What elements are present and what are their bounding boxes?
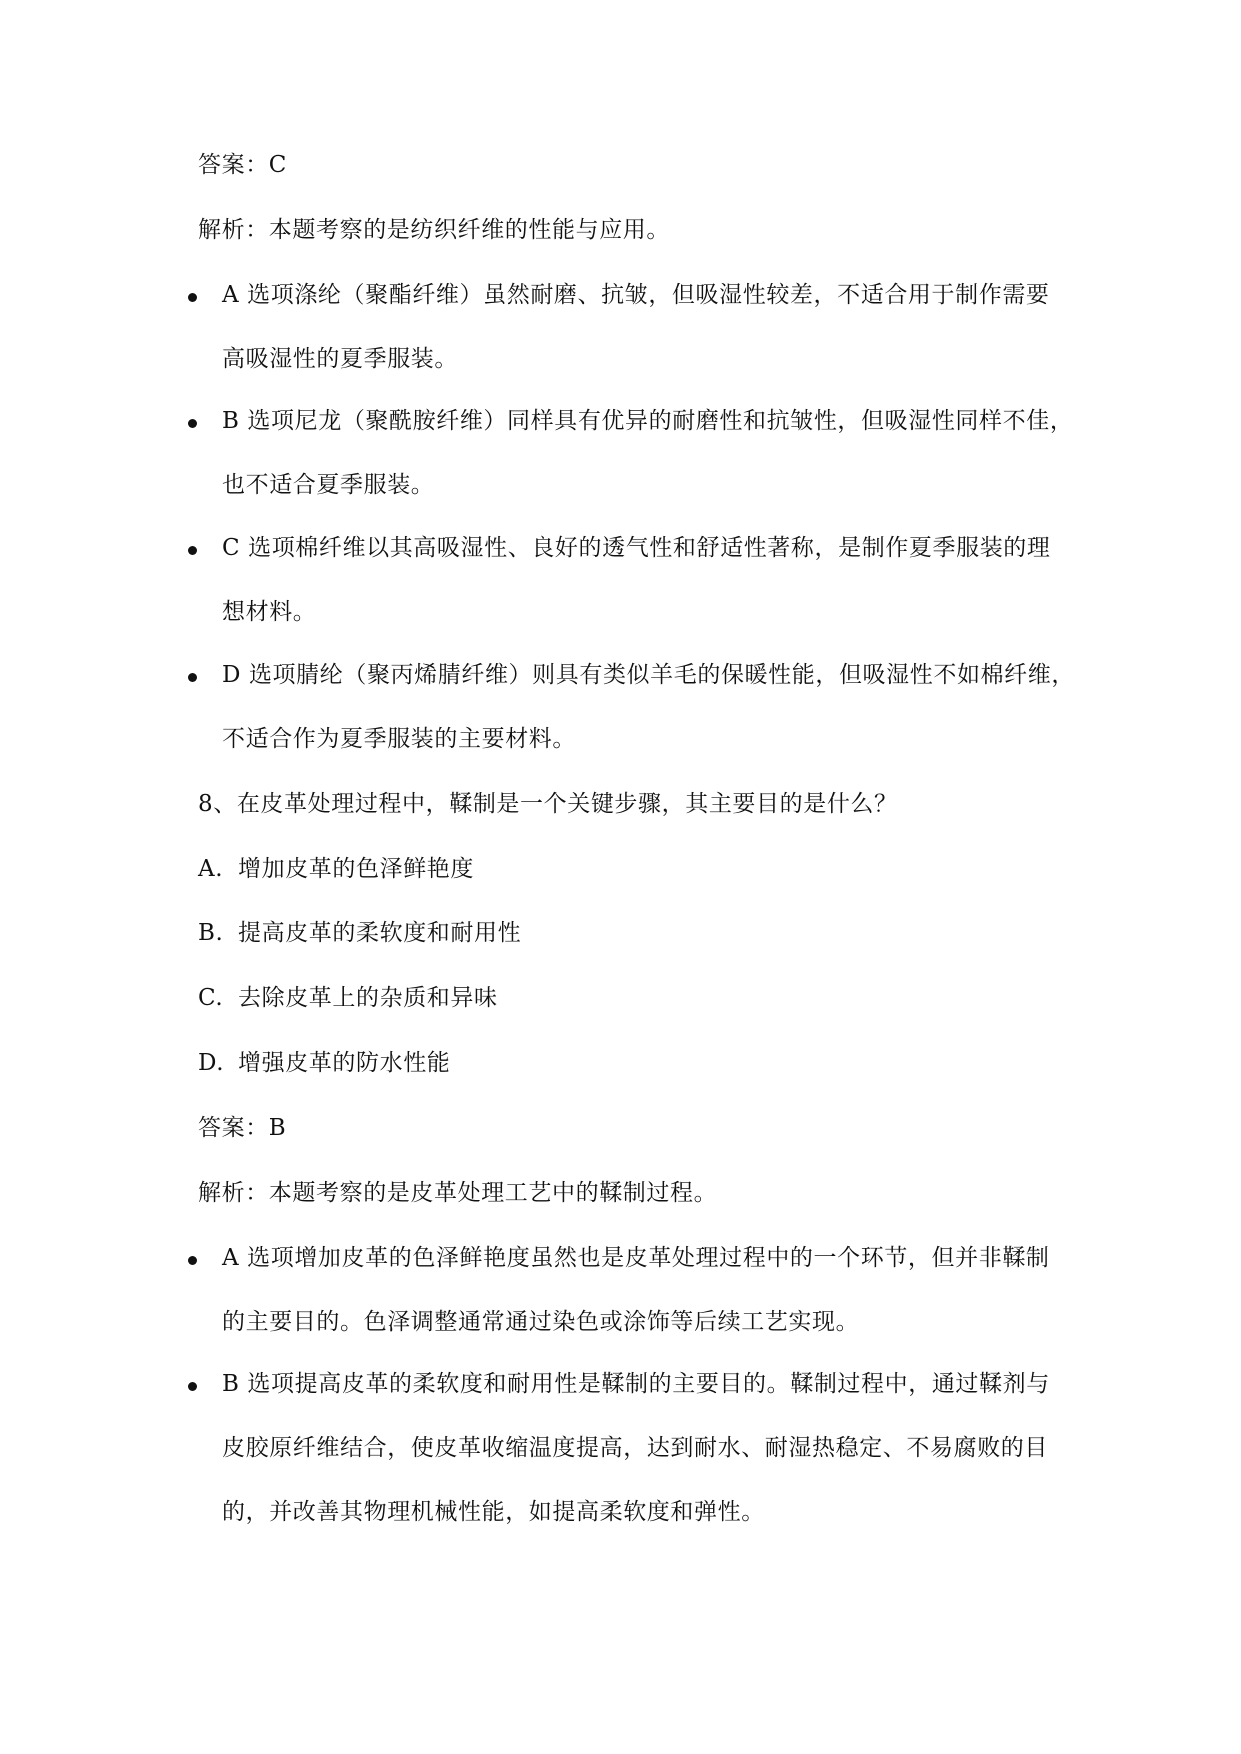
q8-answer: 答案：B <box>198 1115 287 1141</box>
q8-question: 8、在皮革处理过程中，鞣制是一个关键步骤，其主要目的是什么？ <box>198 791 898 817</box>
q8-option-c <box>198 983 498 1013</box>
option-letter: A. <box>198 856 224 882</box>
bullet-dot <box>188 1256 197 1265</box>
option-letter: B. <box>198 920 224 946</box>
q7-bullet-c-line1: C 选项棉纤维以其高吸湿性、良好的透气性和舒适性著称，是制作夏季服装的理 <box>222 535 1051 561</box>
option-text: 去除皮革上的杂质和异味 <box>238 985 498 1011</box>
q8-bullet-b-line3: 的，并改善其物理机械性能，如提高柔软度和弹性。 <box>222 1499 765 1525</box>
bullet-dot <box>188 419 197 428</box>
q8-option-a <box>198 854 474 884</box>
option-letter: D. <box>198 1050 225 1076</box>
q7-bullet-d-line1: D 选项腈纶（聚丙烯腈纤维）则具有类似羊毛的保暖性能，但吸湿性不如棉纤维， <box>222 662 1075 688</box>
bullet-dot <box>188 546 197 555</box>
q7-analysis: 解析：本题考察的是纺织纤维的性能与应用。 <box>198 217 670 243</box>
q8-option-d <box>198 1048 450 1078</box>
q8-bullet-b-line1: B 选项提高皮革的柔软度和耐用性是鞣制的主要目的。鞣制过程中，通过鞣剂与 <box>222 1371 1050 1397</box>
q7-bullet-b-line1: B 选项尼龙（聚酰胺纤维）同样具有优异的耐磨性和抗皱性，但吸湿性同样不佳， <box>222 408 1074 434</box>
option-text: 增加皮革的色泽鲜艳度 <box>238 856 474 882</box>
bullet-dot <box>188 673 197 682</box>
q7-bullet-a-line1: A 选项涤纶（聚酯纤维）虽然耐磨、抗皱，但吸湿性较差，不适合用于制作需要 <box>222 282 1050 308</box>
q7-bullet-c-line2: 想材料。 <box>222 599 317 625</box>
option-text: 提高皮革的柔软度和耐用性 <box>238 920 522 946</box>
q8-option-b <box>198 918 521 948</box>
bullet-dot <box>188 293 197 302</box>
option-letter: C. <box>198 985 224 1011</box>
q7-bullet-d-line2: 不适合作为夏季服装的主要材料。 <box>222 726 576 752</box>
option-text: 增强皮革的防水性能 <box>238 1050 451 1076</box>
q8-analysis: 解析：本题考察的是皮革处理工艺中的鞣制过程。 <box>198 1180 718 1206</box>
q7-bullet-b-line2: 也不适合夏季服装。 <box>222 472 435 498</box>
q7-bullet-a-line2: 高吸湿性的夏季服装。 <box>222 346 458 372</box>
q8-bullet-a-line1: A 选项增加皮革的色泽鲜艳度虽然也是皮革处理过程中的一个环节，但并非鞣制 <box>222 1245 1050 1271</box>
q8-bullet-a-line2: 的主要目的。色泽调整通常通过染色或涂饰等后续工艺实现。 <box>222 1309 860 1335</box>
q8-bullet-b-line2: 皮胶原纤维结合，使皮革收缩温度提高，达到耐水、耐湿热稳定、不易腐败的目 <box>222 1435 1048 1461</box>
bullet-dot <box>188 1382 197 1391</box>
q7-answer: 答案：C <box>198 152 287 178</box>
